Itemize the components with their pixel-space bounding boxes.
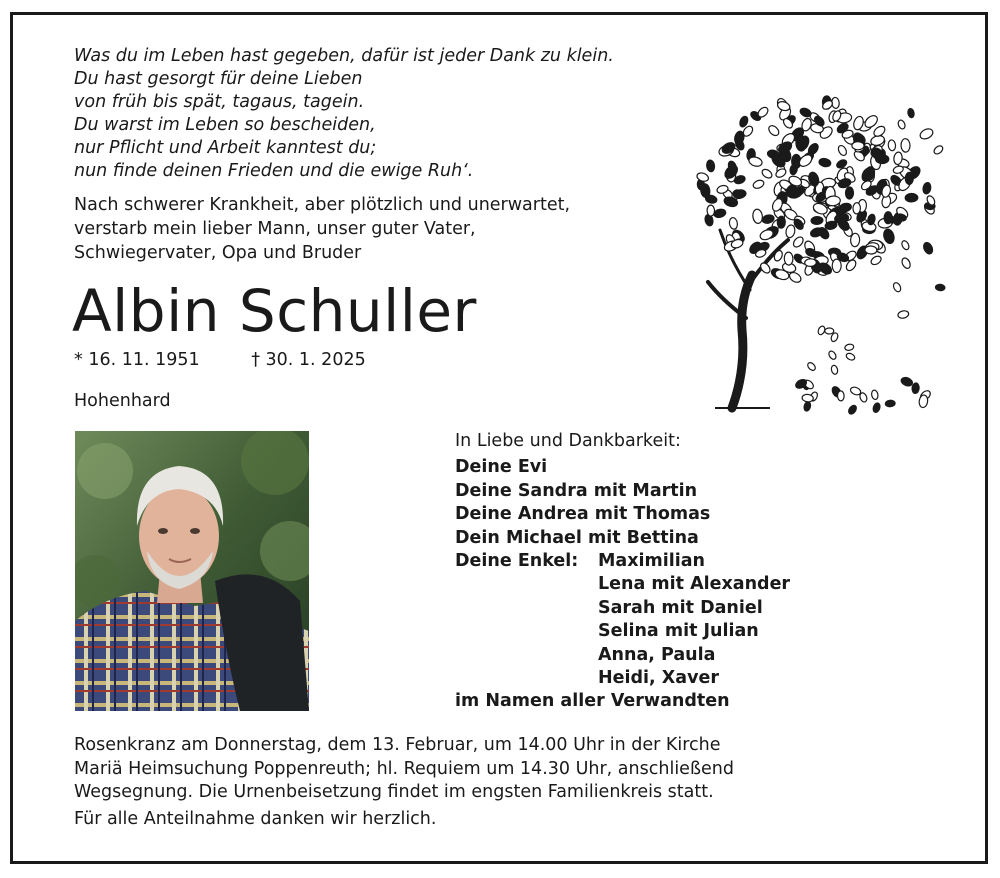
birth-date: * 16. 11. 1951: [74, 350, 200, 370]
mourner-name: Dein Michael mit Bettina: [455, 527, 699, 548]
intro-line: Schwiegervater, Opa und Bruder: [74, 243, 362, 263]
windblown-tree-icon: [660, 90, 960, 420]
poem-line: nur Pflicht und Arbeit kanntest du;: [74, 138, 377, 158]
intro-line: verstarb mein lieber Mann, unser guter Vater,: [74, 219, 476, 239]
poem-line: von früh bis spät, tagaus, tagein.: [74, 92, 365, 112]
life-dates: [74, 348, 366, 372]
grandchild-name: Maximilian: [598, 551, 706, 572]
poem-line: Was du im Leben hast gegeben, dafür ist jeder Dank zu klein.: [74, 46, 614, 66]
death-date: † 30. 1. 2025: [251, 350, 366, 370]
poem: [74, 45, 614, 183]
intro-line: Nach schwerer Krankheit, aber plötzlich und unerwartet,: [74, 195, 571, 215]
grandchild-name: Heidi, Xaver: [598, 668, 719, 689]
portrait-photo: [75, 431, 309, 711]
deceased-name: Albin Schuller: [72, 277, 477, 345]
grandchildren-label: Deine Enkel:: [455, 551, 579, 572]
poem-line: Du hast gesorgt für deine Lieben: [74, 69, 363, 89]
intro-text: [74, 193, 570, 265]
mourner-name: Deine Evi: [455, 457, 548, 478]
mourner-name: Deine Andrea mit Thomas: [455, 504, 711, 525]
mourner-name: Deine Sandra mit Martin: [455, 480, 698, 501]
service-line: Mariä Heimsuchung Poppenreuth; hl. Requiem um 14.30 Uhr, anschließend: [74, 758, 734, 779]
poem-line: Du warst im Leben so bescheiden,: [74, 115, 376, 135]
grandchild-name: Selina mit Julian: [598, 621, 759, 642]
mourners-lead: In Liebe und Dankbarkeit:: [455, 431, 681, 451]
thanks-line: Für alle Anteilnahme danken wir herzlich.: [74, 809, 437, 829]
grandchildren-block: [455, 550, 790, 690]
mourners-closing: im Namen aller Verwandten: [455, 691, 730, 712]
mourners-block: [455, 430, 790, 714]
service-line: Rosenkranz am Donnerstag, dem 13. Februar, um 14.00 Uhr in der Kirche: [74, 735, 721, 755]
poem-line: nun finde deinen Frieden und die ewige Ruh‘.: [74, 161, 474, 181]
grandchildren-list: [598, 550, 790, 690]
service-line: Wegsegnung. Die Urnenbeisetzung findet im engsten Familienkreis statt.: [74, 782, 714, 802]
grandchild-name: Lena mit Alexander: [598, 574, 791, 595]
grandchild-name: Sarah mit Daniel: [598, 597, 763, 618]
grandchild-name: Anna, Paula: [598, 644, 716, 665]
service-details: [74, 734, 734, 805]
hometown: Hohenhard: [74, 391, 171, 411]
